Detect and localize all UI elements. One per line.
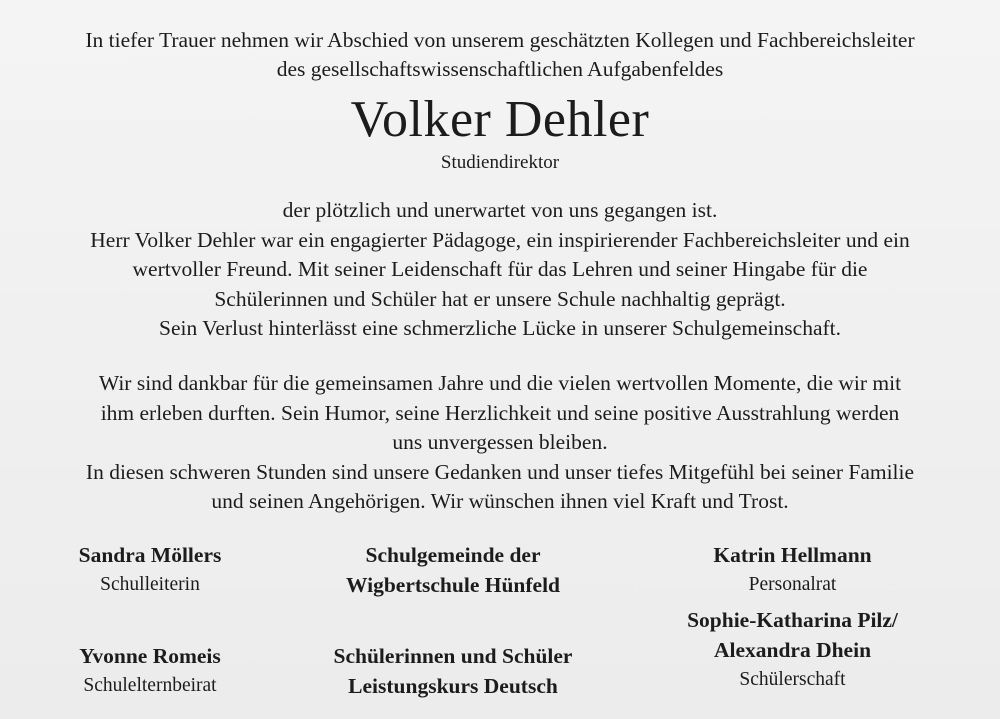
signatory-name: Katrin Hellmann xyxy=(713,543,872,567)
signature-left-bottom xyxy=(50,641,250,701)
signatory-role: Personalrat xyxy=(748,574,837,595)
deceased-title: Studiendirektor xyxy=(440,152,560,173)
signature-right-top xyxy=(650,540,935,600)
signature-left-top xyxy=(50,540,250,600)
paragraph-line: Sein Verlust hinterlässt eine schmerzliche Lücke in unserer Schulgemeinschaft. xyxy=(158,316,842,341)
deceased-name: Volker Dehler xyxy=(350,91,650,148)
signatory-name: Yvonne Romeis xyxy=(79,644,221,668)
signatory-role: Schulleiterin xyxy=(100,574,200,595)
signature-center-bottom xyxy=(303,641,603,701)
signatory-role: Schulelternbeirat xyxy=(83,675,217,696)
signatory-name: Sandra Möllers xyxy=(78,543,222,567)
paragraph-line: ihm erleben durften. Sein Humor, seine Herzlichkeit und seine positive Ausstrahlung werden xyxy=(100,400,900,425)
intro-text xyxy=(0,26,1000,84)
signatory-name: Leistungskurs Deutsch xyxy=(348,674,558,698)
paragraph-line: Schülerinnen und Schüler hat er unsere Schule nachhaltig geprägt. xyxy=(214,286,786,311)
paragraph-line: In diesen schweren Stunden sind unsere Gedanken und unser tiefes Mitgefühl bei seiner Familie xyxy=(85,459,915,484)
signatory-name: Wigbertschule Hünfeld xyxy=(345,573,561,597)
paragraph-2 xyxy=(0,369,1000,517)
signatory-name: Sophie-Katharina Pilz/ xyxy=(687,608,898,632)
signature-center-top xyxy=(303,540,603,600)
signatory-name: Schulgemeinde der xyxy=(365,543,541,567)
paragraph-line: der plötzlich und unerwartet von uns gegangen ist. xyxy=(282,198,718,222)
paragraph-1 xyxy=(0,196,1000,344)
signatory-name: Alexandra Dhein xyxy=(713,638,872,662)
signatory-role: Schülerschaft xyxy=(739,669,846,690)
intro-line: des gesellschaftswissenschaftlichen Aufgabenfeldes xyxy=(276,57,724,81)
paragraph-line: Herr Volker Dehler war ein engagierter Pädagoge, ein inspirierender Fachbereichsleiter und ein xyxy=(90,227,910,252)
paragraph-line: uns unvergessen bleiben. xyxy=(392,430,608,455)
paragraph-line: und seinen Angehörigen. Wir wünschen ihnen viel Kraft und Trost. xyxy=(211,489,789,514)
signature-right-bottom xyxy=(650,605,935,695)
paragraph-line: wertvoller Freund. Mit seiner Leidenschaft für das Lehren und seiner Hingabe für die xyxy=(132,257,868,282)
signatory-name: Schülerinnen und Schüler xyxy=(333,644,573,668)
intro-line: In tiefer Trauer nehmen wir Abschied von unserem geschätzten Kollegen und Fachbereichsleiter xyxy=(85,28,915,52)
paragraph-line: Wir sind dankbar für die gemeinsamen Jahre und die vielen wertvollen Momente, die wir mit xyxy=(98,371,902,395)
